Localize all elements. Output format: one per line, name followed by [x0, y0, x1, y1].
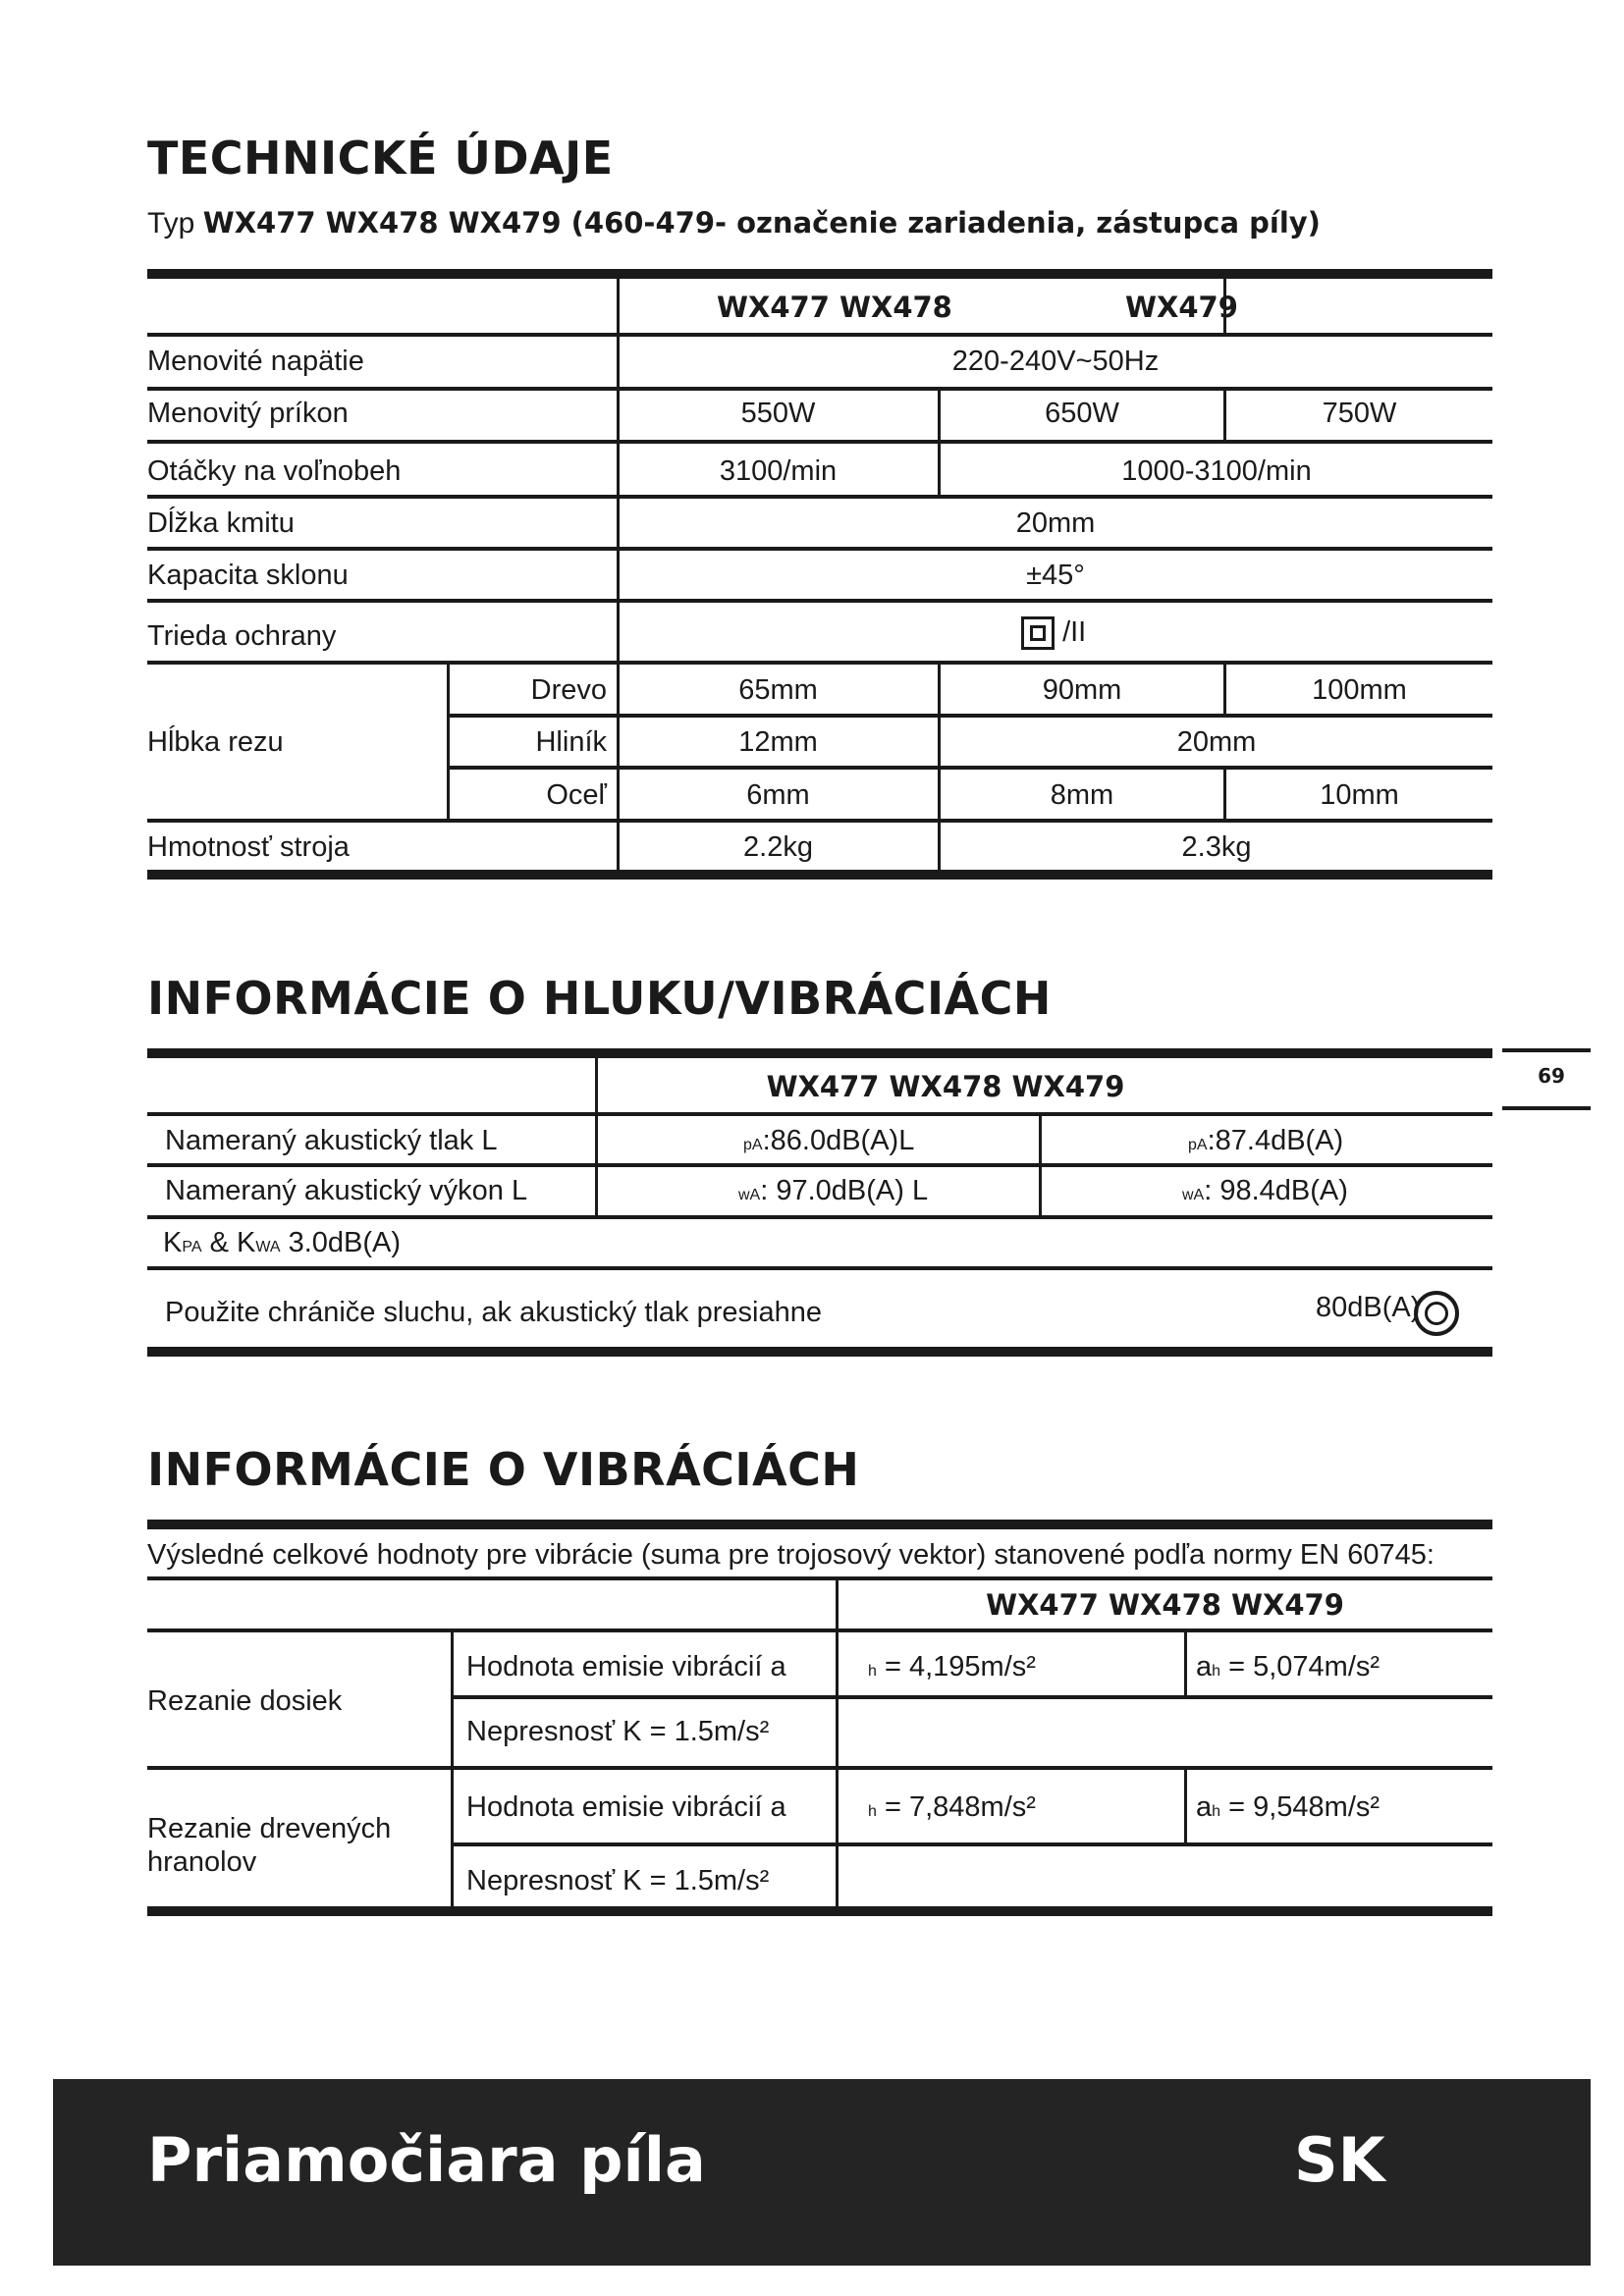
- vib-g2-label-text: Rezanie drevených hranolov: [147, 1813, 392, 1878]
- depth-wood-v1: 65mm: [738, 674, 818, 706]
- depth-alu-v1: 12mm: [738, 726, 818, 758]
- type-prefix: Typ: [147, 207, 195, 240]
- k-value: 3.0dB(A): [288, 1227, 402, 1258]
- vib-g1-v1-text: = 4,195m/s²: [884, 1651, 1036, 1682]
- vib-g1-label: Rezanie dosiek: [147, 1685, 343, 1717]
- tech-title: TECHNICKÉ ÚDAJE: [147, 132, 614, 185]
- weight-v2: 2.3kg: [1181, 831, 1252, 863]
- k-wa-sub: WA: [255, 1239, 281, 1255]
- vib-g1-v2: [1196, 1651, 1380, 1683]
- vib-title: INFORMÁCIE O VIBRÁCIÁCH: [147, 1443, 860, 1496]
- sound-power-sub-2: wA: [1182, 1187, 1205, 1203]
- page-number: 69: [1538, 1064, 1565, 1088]
- depth-steel-label: Oceľ: [546, 779, 607, 811]
- sound-pressure-label: Nameraný akustický tlak L: [165, 1125, 498, 1156]
- sound-power-v1-text: : 97.0dB(A) L: [760, 1175, 929, 1206]
- k-uncertainty: [163, 1227, 401, 1259]
- vib-g2-label: [147, 1812, 442, 1879]
- depth-wood-v2: 90mm: [1042, 674, 1122, 706]
- vib-g1-uncertainty: Nepresnosť K = 1.5m/s²: [466, 1716, 770, 1747]
- hearing-protection-value: [1316, 1292, 1420, 1324]
- power-v2: 650W: [1045, 398, 1119, 429]
- class-value-text: /II: [1062, 616, 1087, 648]
- depth-label: Hĺbka rezu: [147, 726, 284, 758]
- vib-header: WX477 WX478 WX479: [986, 1588, 1344, 1622]
- vib-g2-sub-2: h: [1212, 1803, 1221, 1820]
- bevel-label: Kapacita sklonu: [147, 560, 349, 591]
- stroke-value: 20mm: [1015, 507, 1096, 539]
- tech-header-col1: WX477 WX478: [717, 291, 952, 324]
- hearing-protection-text: 80dB(A): [1316, 1292, 1421, 1323]
- depth-steel-v3: 10mm: [1320, 779, 1399, 811]
- sound-power-label: Nameraný akustický výkon L: [165, 1175, 528, 1206]
- vib-g2-emission-label: Hodnota emisie vibrácií a: [466, 1791, 786, 1823]
- depth-alu-label: Hliník: [535, 726, 607, 758]
- ear-protection-icon: [1414, 1291, 1459, 1336]
- footer-title: Priamočiara píla: [147, 2124, 706, 2196]
- k-pa-sub: PA: [182, 1239, 202, 1255]
- type-models: WX477 WX478 WX479 (460-479- označenie zariadenia, zástupca píly): [202, 206, 1321, 240]
- speed-v2: 1000-3100/min: [1121, 455, 1312, 487]
- voltage-value: 220-240V~50Hz: [951, 346, 1160, 377]
- stroke-label: Dĺžka kmitu: [147, 507, 295, 539]
- noise-header: WX477 WX478 WX479: [766, 1070, 1125, 1103]
- sound-power-v2-text: : 98.4dB(A): [1204, 1175, 1348, 1206]
- speed-label: Otáčky na voľnobeh: [147, 455, 402, 487]
- vib-g1-sub-2: h: [1212, 1663, 1221, 1680]
- depth-steel-v2: 8mm: [1050, 779, 1114, 811]
- depth-wood-v3: 100mm: [1312, 674, 1407, 706]
- weight-label: Hmotnosť stroja: [147, 831, 350, 863]
- vib-g2-v2: [1196, 1791, 1380, 1824]
- power-v1: 550W: [740, 398, 816, 429]
- power-v3: 750W: [1322, 398, 1397, 429]
- vib-g2-v2-text: = 9,548m/s²: [1228, 1791, 1380, 1823]
- sound-power-sub: wA: [738, 1187, 761, 1203]
- class-value: [1021, 616, 1086, 650]
- vib-g2-a: a: [1196, 1791, 1213, 1823]
- power-label: Menovitý príkon: [147, 398, 349, 429]
- vib-g1-v1: [868, 1651, 1036, 1683]
- bevel-value: ±45°: [1026, 560, 1085, 591]
- vib-g1-sub: h: [868, 1663, 877, 1680]
- weight-v1: 2.2kg: [743, 831, 813, 863]
- vib-g2-v1-text: = 7,848m/s²: [884, 1791, 1036, 1823]
- vib-g1-v2-text: = 5,074m/s²: [1228, 1651, 1380, 1682]
- depth-alu-v2: 20mm: [1176, 726, 1257, 758]
- depth-steel-v1: 6mm: [746, 779, 810, 811]
- tech-header-col2: WX479: [1125, 291, 1238, 324]
- sound-pressure-v1: [743, 1125, 914, 1157]
- sound-pressure-v2: [1188, 1125, 1343, 1157]
- footer-banner: [53, 2079, 1591, 2266]
- vib-g2-uncertainty: Nepresnosť K = 1.5m/s²: [466, 1865, 770, 1896]
- vib-g1-a: a: [1196, 1651, 1213, 1682]
- depth-wood-label: Drevo: [530, 674, 607, 706]
- sound-power-v2: [1182, 1175, 1348, 1207]
- tech-type-line: [147, 206, 1321, 240]
- class-label: Trieda ochrany: [147, 620, 337, 652]
- sound-pressure-v2-text: :87.4dB(A): [1207, 1125, 1344, 1156]
- vib-intro: Výsledné celkové hodnoty pre vibrácie (suma pre trojosový vektor) stanovené podľa normy EN 60745:: [147, 1539, 1435, 1571]
- k-wa: & K: [209, 1227, 256, 1258]
- speed-v1: 3100/min: [719, 455, 838, 487]
- vib-g2-v1: [868, 1791, 1036, 1824]
- vib-g1-emission-label: Hodnota emisie vibrácií a: [466, 1651, 786, 1682]
- sound-pressure-sub: pA: [743, 1137, 763, 1153]
- sound-pressure-sub-2: pA: [1188, 1137, 1208, 1153]
- noise-title: INFORMÁCIE O HLUKU/VIBRÁCIÁCH: [147, 972, 1052, 1025]
- vib-g2-sub: h: [868, 1803, 877, 1820]
- voltage-label: Menovité napätie: [147, 346, 364, 377]
- hearing-protection-label: Použite chrániče sluchu, ak akustický tlak presiahne: [165, 1297, 822, 1328]
- k-pa: K: [163, 1227, 183, 1258]
- sound-pressure-v1-text: :86.0dB(A)L: [762, 1125, 915, 1156]
- sound-power-v1: [738, 1175, 928, 1207]
- footer-language: SK: [1294, 2124, 1385, 2196]
- double-insulation-icon: [1021, 616, 1055, 650]
